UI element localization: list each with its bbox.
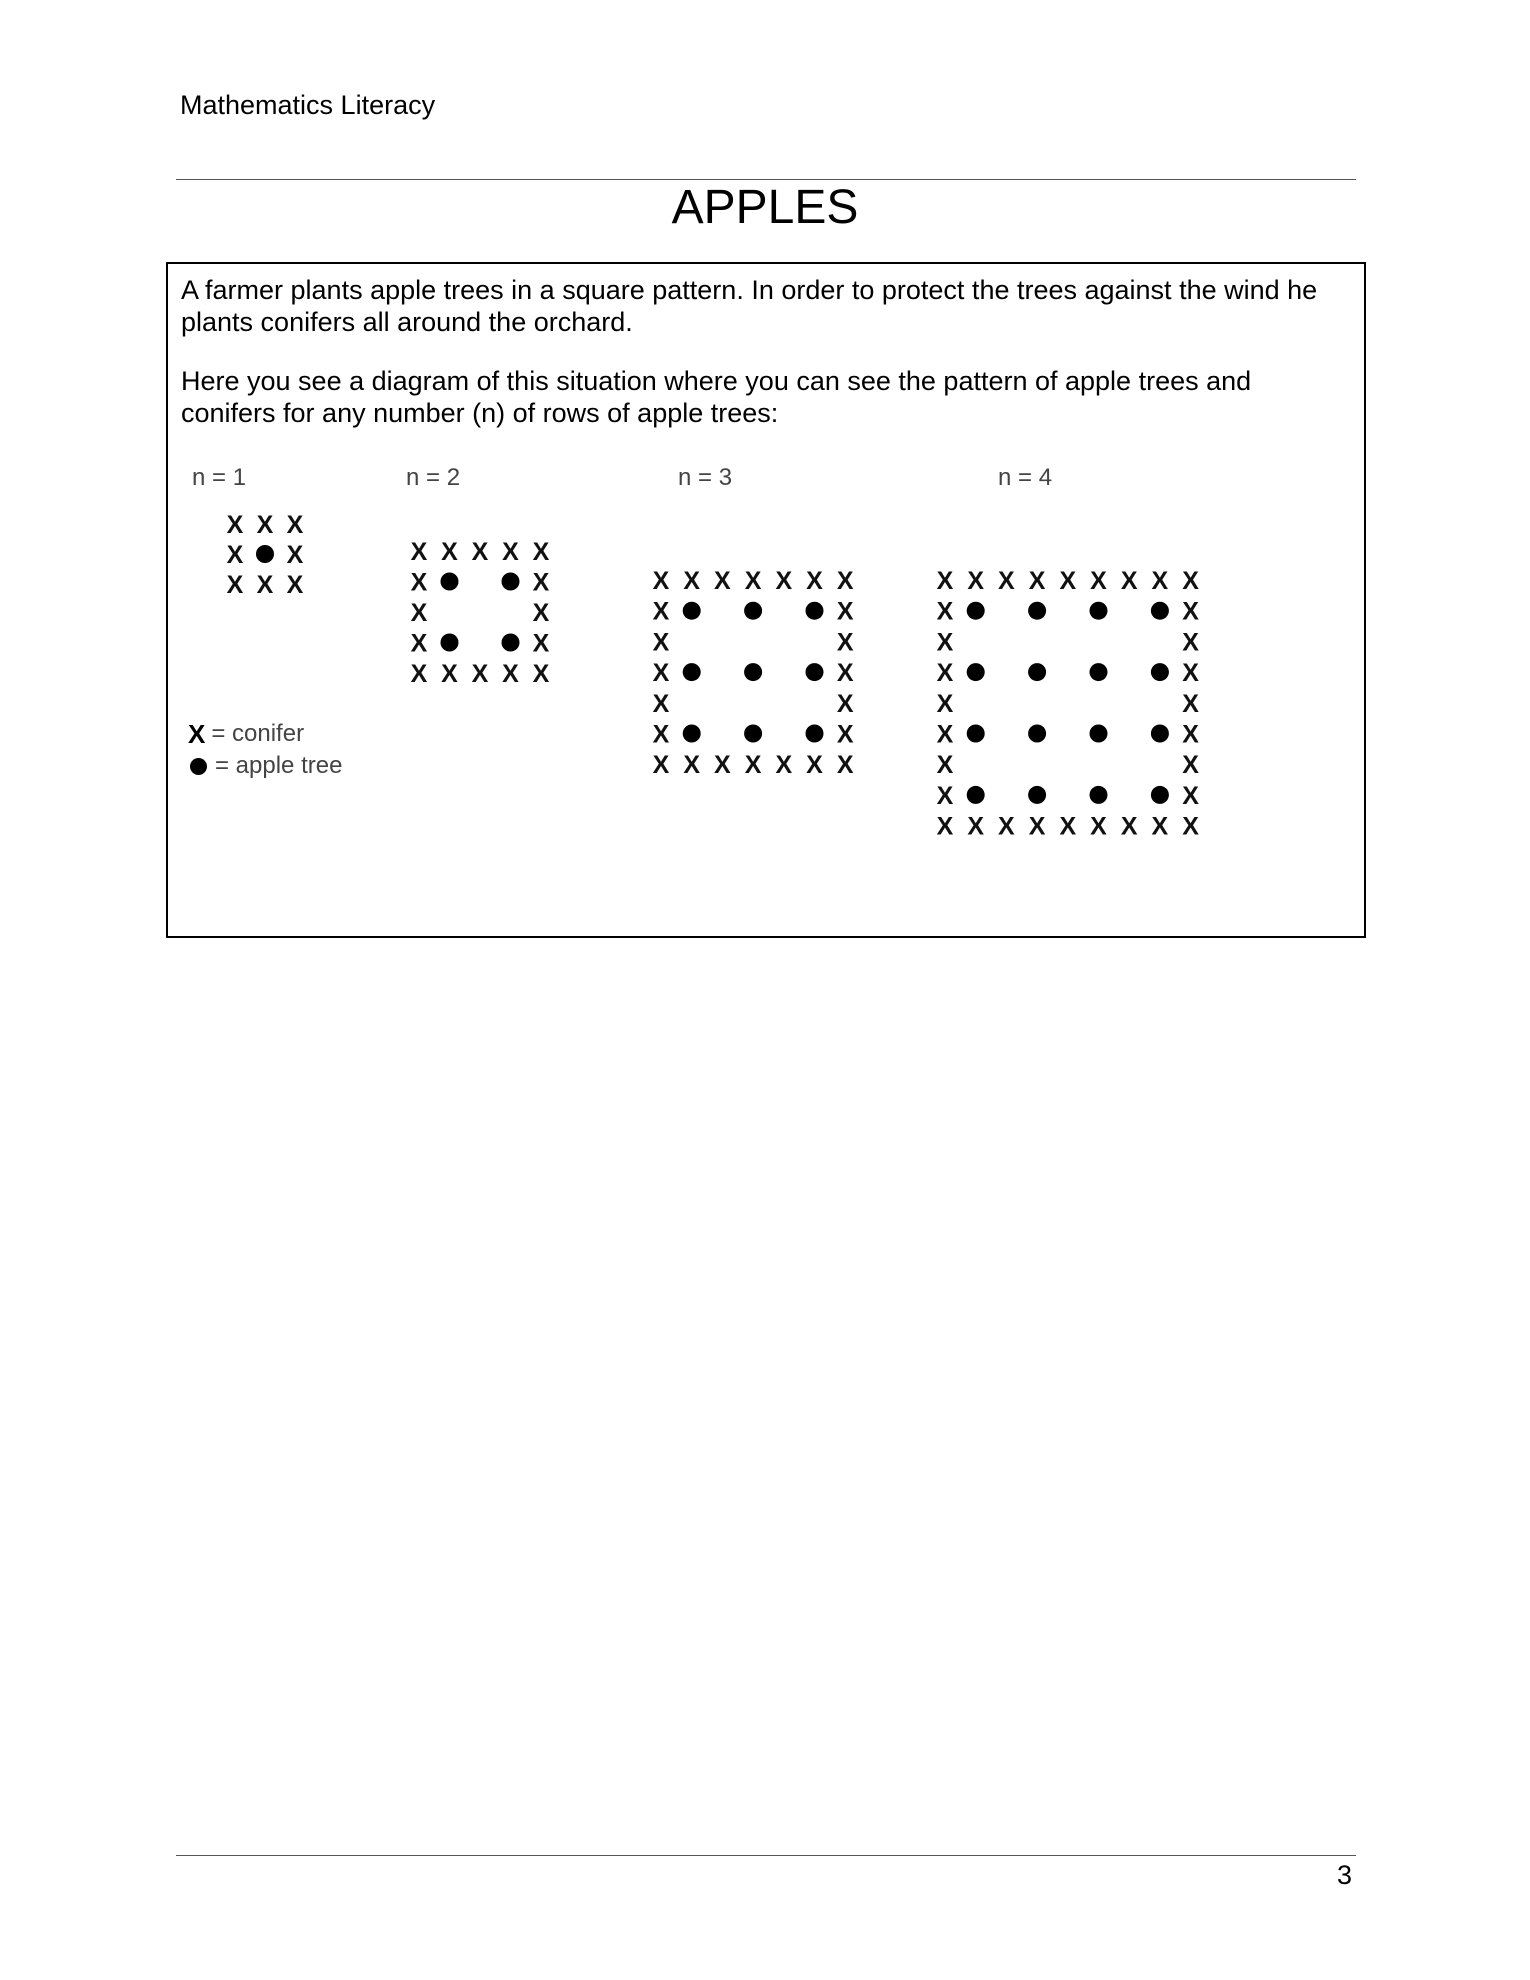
conifer-mark: X <box>714 751 731 780</box>
footer-rule <box>176 1855 1356 1856</box>
conifer-mark: X <box>806 751 823 780</box>
apple-tree-mark <box>1028 663 1046 681</box>
conifer-mark: X <box>1028 812 1046 841</box>
conifer-mark: X <box>532 629 550 658</box>
conifer-mark: X <box>1059 567 1077 595</box>
conifer-mark: X <box>1151 812 1169 841</box>
conifer-mark: X <box>441 660 458 688</box>
conifer-mark: X <box>410 538 428 566</box>
conifer-mark: X <box>836 597 854 626</box>
legend <box>188 718 342 782</box>
problem-box <box>166 262 1366 938</box>
apple-tree-dot-icon <box>190 758 207 775</box>
pattern-label-n3: n = 3 <box>678 464 733 491</box>
conifer-mark: X <box>410 599 428 627</box>
conifer-mark: X <box>1151 567 1169 595</box>
conifer-mark: X <box>967 812 985 841</box>
conifer-mark: X <box>1182 751 1199 780</box>
apple-tree-mark <box>1151 602 1169 620</box>
legend-conifer <box>188 718 342 750</box>
conifer-mark: X <box>1090 567 1107 595</box>
conifer-mark: X <box>652 689 670 718</box>
conifer-mark: X <box>1182 597 1199 626</box>
conifer-mark: X <box>1090 812 1107 841</box>
apple-tree-mark <box>744 725 762 743</box>
page-number: 3 <box>1336 1860 1352 1890</box>
conifer-mark: X <box>502 538 519 566</box>
conifer-mark: X <box>936 659 954 688</box>
conifer-mark: X <box>1028 567 1046 595</box>
conifer-mark: X <box>1120 567 1138 595</box>
conifer-mark: X <box>532 660 550 688</box>
conifer-mark: X <box>936 597 954 626</box>
conifer-mark: X <box>775 751 793 780</box>
conifer-mark: X <box>1182 659 1199 688</box>
conifer-mark: X <box>652 720 670 749</box>
conifer-mark: X <box>1059 812 1077 841</box>
conifer-mark: X <box>744 751 762 780</box>
conifer-mark: X <box>936 628 954 657</box>
conifer-mark: X <box>836 751 854 780</box>
pattern-label-n2: n = 2 <box>406 464 461 491</box>
apple-tree-mark <box>967 602 985 620</box>
apple-tree-mark <box>806 602 824 620</box>
conifer-mark: X <box>532 599 550 627</box>
apple-tree-mark <box>502 634 520 652</box>
apple-tree-mark <box>967 663 985 681</box>
conifer-mark: X <box>410 568 428 597</box>
pattern-label-n1: n = 1 <box>192 464 247 491</box>
conifer-mark: X <box>471 538 489 566</box>
conifer-mark: X <box>936 720 954 749</box>
conifer-mark: X <box>652 567 670 595</box>
conifer-mark: X <box>998 567 1015 595</box>
apple-tree-mark <box>441 573 459 591</box>
pattern-n2 <box>411 538 550 688</box>
pattern-diagrams <box>168 264 1364 936</box>
conifer-mark: X <box>226 541 244 569</box>
conifer-mark: X <box>502 660 519 688</box>
conifer-mark: X <box>936 812 954 841</box>
conifer-mark: X <box>836 689 854 718</box>
conifer-mark: X <box>1182 720 1199 749</box>
conifer-mark: X <box>744 567 762 595</box>
conifer-mark: X <box>286 571 304 599</box>
conifer-mark: X <box>936 567 954 595</box>
conifer-mark: X <box>226 511 244 539</box>
conifer-mark: X <box>471 660 489 688</box>
conifer-mark: X <box>714 567 731 595</box>
conifer-mark: X <box>256 511 274 539</box>
apple-tree-mark <box>967 786 985 804</box>
conifer-legend-label: = conifer <box>211 720 305 747</box>
conifer-mark: X <box>652 751 670 780</box>
conifer-mark: X <box>1182 628 1199 657</box>
apple-tree-mark <box>806 663 824 681</box>
apple-tree-mark <box>744 602 762 620</box>
apple-tree-mark <box>1151 663 1169 681</box>
conifer-mark: X <box>532 538 550 566</box>
conifer-mark: X <box>652 659 670 688</box>
conifer-mark: X <box>226 571 244 599</box>
pattern-n1 <box>227 511 304 599</box>
conifer-mark: X <box>652 628 670 657</box>
conifer-mark: X <box>967 567 985 595</box>
intro-paragraph: A farmer plants apple trees in a square pattern. In order to protect the trees against the wind he plants conifers all around the orchard. <box>181 275 1318 337</box>
pattern-label-n4: n = 4 <box>998 464 1053 491</box>
conifer-mark: X <box>936 781 954 810</box>
page-title: APPLES <box>671 181 859 234</box>
conifer-mark: X <box>936 689 954 718</box>
apple-tree-mark <box>1090 725 1108 743</box>
conifer-mark: X <box>836 628 854 657</box>
apple-tree-mark <box>1090 786 1108 804</box>
apple-tree-mark <box>256 545 274 563</box>
conifer-mark: X <box>410 660 428 688</box>
apple-tree-mark <box>1028 786 1046 804</box>
conifer-mark: X <box>775 567 793 595</box>
apple-tree-mark <box>683 602 701 620</box>
apple-tree-mark <box>1090 602 1108 620</box>
conifer-mark: X <box>836 659 854 688</box>
apple-tree-mark <box>683 663 701 681</box>
conifer-mark: X <box>532 568 550 597</box>
apple-tree-mark <box>1090 663 1108 681</box>
conifer-mark: X <box>256 571 274 599</box>
conifer-mark: X <box>683 751 701 780</box>
conifer-symbol: X <box>188 718 206 749</box>
conifer-mark: X <box>836 720 854 749</box>
running-head: Mathematics Literacy <box>180 90 436 120</box>
apple-tree-mark <box>1028 725 1046 743</box>
conifer-mark: X <box>1182 567 1199 595</box>
pattern-n4 <box>937 567 1200 841</box>
conifer-mark: X <box>286 541 304 569</box>
conifer-mark: X <box>1182 812 1199 841</box>
apple-tree-legend-label: = apple tree <box>215 752 343 779</box>
conifer-mark: X <box>998 812 1015 841</box>
apple-tree-mark <box>1151 725 1169 743</box>
conifer-mark: X <box>410 629 428 658</box>
legend-apple-tree <box>188 750 342 782</box>
apple-tree-mark <box>1028 602 1046 620</box>
apple-tree-mark <box>967 725 985 743</box>
conifer-mark: X <box>806 567 823 595</box>
conifer-mark: X <box>652 597 670 626</box>
apple-tree-mark <box>441 634 459 652</box>
conifer-mark: X <box>936 751 954 780</box>
conifer-mark: X <box>286 511 304 539</box>
apple-tree-mark <box>744 663 762 681</box>
apple-tree-mark <box>1151 786 1169 804</box>
diagram-description: Here you see a diagram of this situation where you can see the pattern of apple trees and conifers for any number (n) of rows of apple trees: <box>181 366 1252 428</box>
pattern-n3 <box>653 567 854 779</box>
apple-tree-mark <box>683 725 701 743</box>
conifer-mark: X <box>836 567 854 595</box>
apple-tree-mark <box>502 573 520 591</box>
apple-tree-mark <box>806 725 824 743</box>
conifer-mark: X <box>1182 781 1199 810</box>
conifer-mark: X <box>441 538 458 566</box>
conifer-mark: X <box>1182 689 1199 718</box>
conifer-mark: X <box>683 567 701 595</box>
conifer-mark: X <box>1120 812 1138 841</box>
